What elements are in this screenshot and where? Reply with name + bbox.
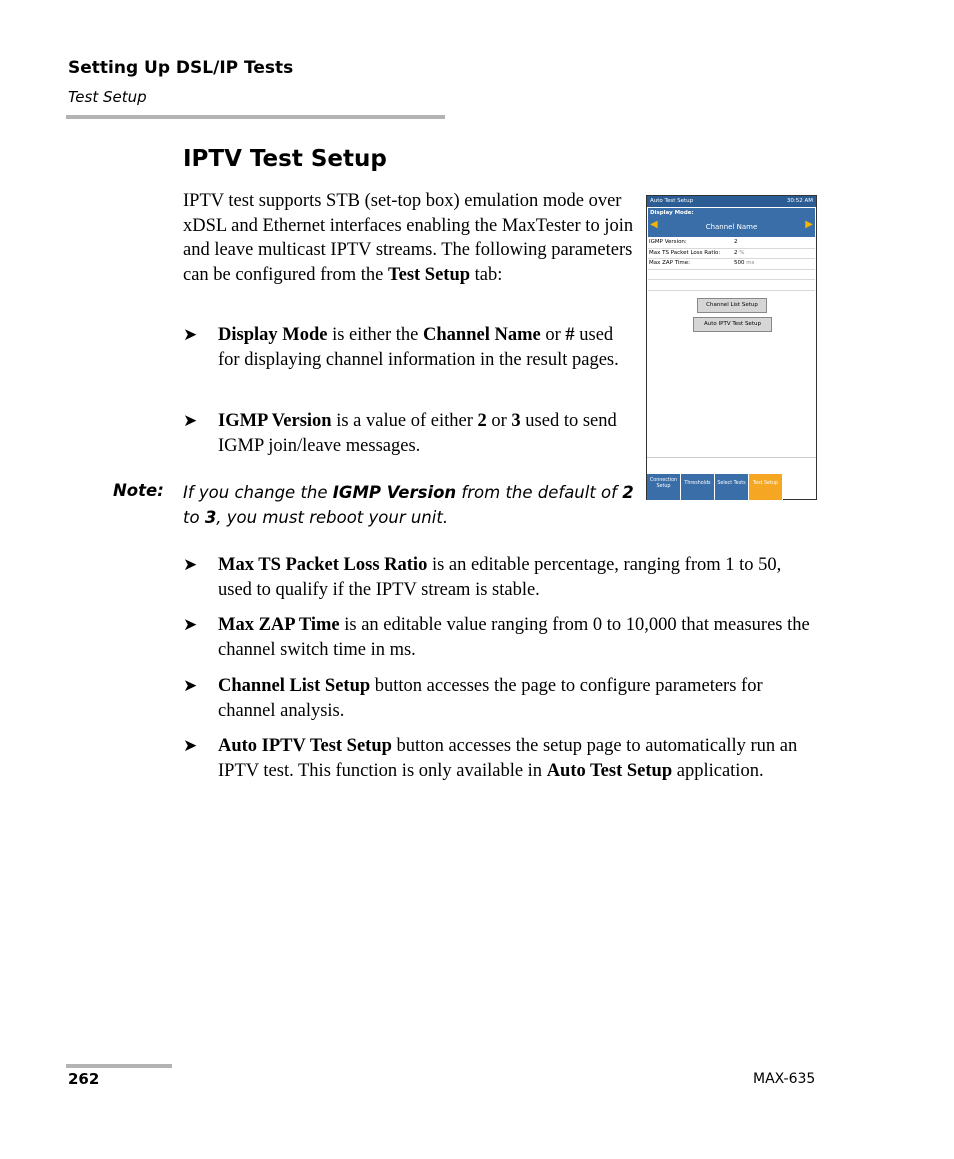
row-label: Max TS Packet Loss Ratio:: [649, 249, 721, 256]
display-mode-value: Channel Name: [705, 223, 758, 231]
tab-select-tests[interactable]: Select Tests: [715, 474, 749, 500]
row-max-ts-packet-loss[interactable]: [648, 249, 815, 260]
device-separator: [647, 457, 816, 458]
row-label: Max ZAP Time:: [649, 260, 691, 266]
row-label: IGMP Version:: [649, 239, 687, 245]
tab-test-setup[interactable]: Test Setup: [749, 474, 783, 500]
row-value: 2: [734, 249, 738, 256]
running-header-title: Setting Up DSL/IP Tests: [68, 58, 294, 78]
header-rule: [66, 115, 445, 119]
display-mode-selector[interactable]: [648, 208, 815, 237]
arrow-left-icon[interactable]: ◀: [650, 219, 658, 230]
row-igmp-version[interactable]: [648, 238, 815, 249]
row-empty: [648, 280, 815, 291]
row-value: 500: [734, 260, 745, 266]
tab-connection-setup[interactable]: Connection Setup: [647, 474, 681, 500]
note-label: Note:: [113, 481, 164, 500]
row-unit: %: [739, 249, 745, 256]
intro-paragraph: IPTV test supports STB (set-top box) emulation mode over xDSL and Ethernet interfaces enabling the MaxTester to join and leave multicast IPTV streams. The following parameters can be configured from the Test Setup tab:: [183, 191, 634, 285]
device-status-clock: 30:52 AM: [786, 198, 813, 204]
device-screenshot: [646, 195, 817, 500]
bullet-arrow-icon: ➤: [183, 676, 198, 695]
row-empty: [648, 270, 815, 281]
note-text: If you change the IGMP Version from the default of 2 to 3, you must reboot your unit.: [183, 483, 634, 527]
row-max-zap-time[interactable]: [648, 259, 815, 270]
bullet-arrow-icon: ➤: [183, 411, 198, 430]
row-unit: ms: [746, 260, 755, 266]
channel-list-setup-button[interactable]: Channel List Setup: [697, 298, 767, 313]
running-header-subtitle: Test Setup: [68, 88, 147, 106]
bullet-arrow-icon: ➤: [183, 555, 198, 574]
product-name: MAX-635: [753, 1071, 816, 1087]
section-title: IPTV Test Setup: [183, 146, 387, 172]
display-mode-label: Display Mode:: [650, 210, 694, 216]
row-value: 2: [734, 239, 738, 245]
page-number: 262: [68, 1070, 100, 1088]
bullet-arrow-icon: ➤: [183, 615, 198, 634]
device-title: Auto Test Setup: [650, 198, 694, 204]
bullet-arrow-icon: ➤: [183, 325, 198, 344]
arrow-right-icon[interactable]: ▶: [805, 219, 813, 230]
parameter-list: [648, 238, 815, 291]
footer-rule: [66, 1064, 172, 1068]
device-title-bar: [647, 196, 816, 207]
auto-iptv-test-setup-button[interactable]: Auto IPTV Test Setup: [693, 317, 772, 332]
bullet-arrow-icon: ➤: [183, 736, 198, 755]
device-tab-bar: [647, 474, 816, 500]
tab-thresholds[interactable]: Thresholds: [681, 474, 715, 500]
